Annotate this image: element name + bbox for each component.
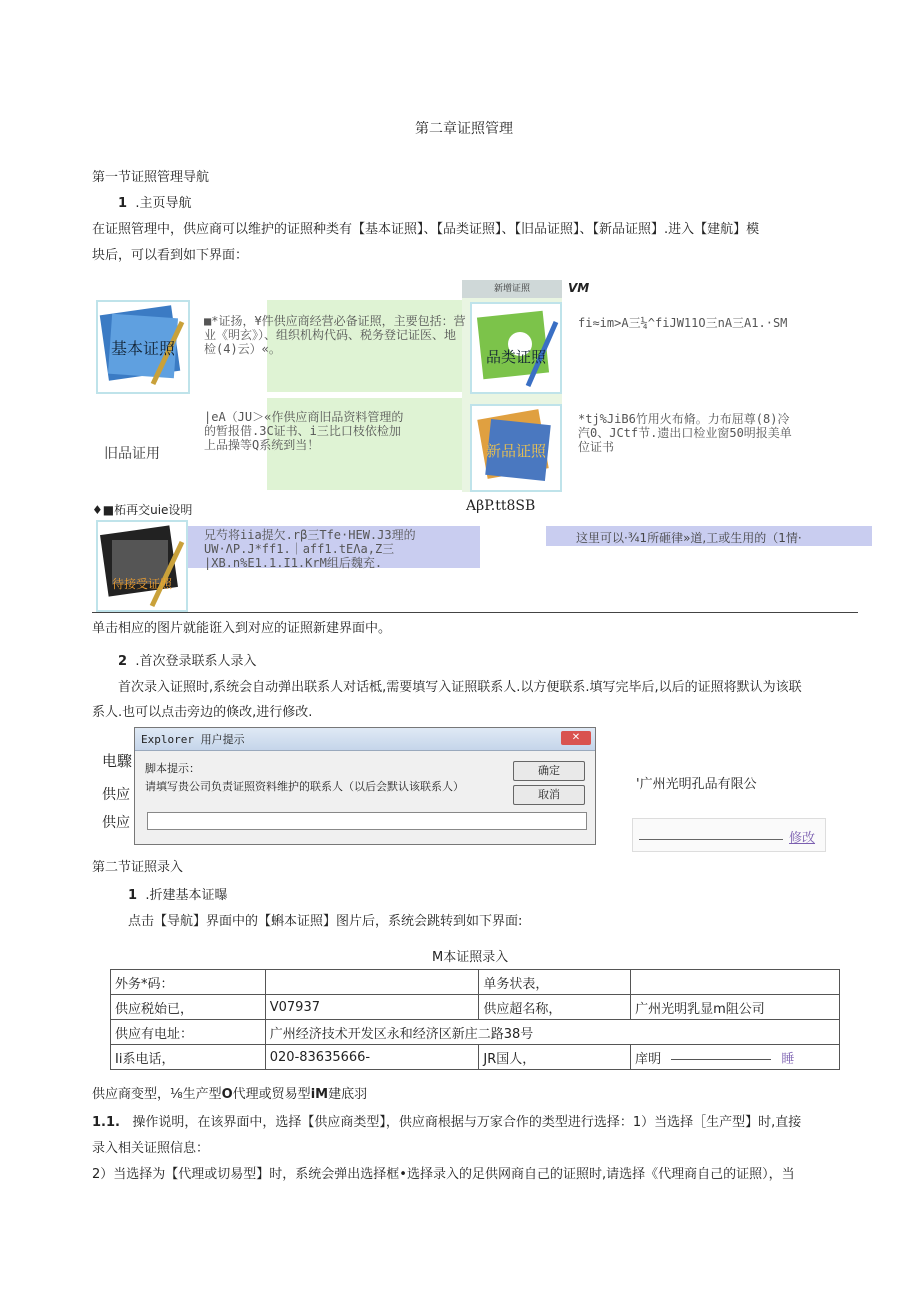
top-tab: 新增证照 (462, 280, 562, 298)
field-value[interactable] (631, 970, 840, 995)
category-license-icon (472, 304, 560, 392)
old-desc: |eA（JU＞«作供应商旧品资料管理的 (204, 410, 404, 424)
supplier-type-mid: 代理或贸易型 (232, 1087, 311, 1102)
left-label: 供应 (102, 787, 130, 803)
item-label: .首次登录联系人录入 (135, 654, 257, 669)
item-number: 1 (128, 888, 138, 903)
tile-caption: 新品证照 (485, 442, 547, 460)
paragraph-line: 单击相应的图片就能诳入到对应的证照新建界面中。 (92, 621, 392, 636)
tile-caption: 品类证照 (485, 348, 547, 366)
navigation-image (92, 280, 872, 615)
contact-input[interactable] (147, 812, 587, 830)
field-value[interactable]: 广州光明乳显m阻公司 (631, 995, 840, 1020)
new-desc: *tj%JiB6竹用火布脩。力布屈尊(8)冷 (578, 412, 790, 426)
radio-im-label[interactable]: iM (310, 1087, 329, 1102)
field-value[interactable] (265, 970, 479, 995)
basic-license-tile[interactable] (96, 300, 190, 394)
contact-field-area (632, 818, 826, 852)
old-desc: 上品操等Q系统到当！ (204, 438, 320, 452)
field-label: 供应税始已， (111, 995, 266, 1020)
paragraph-line: 在证照管理中，供应商可以维护的证照种类有【基本证照】、【品类证照】、【旧品证照】、【新品证照】.进入【建航】模 (92, 222, 760, 237)
vm-label: VM (568, 281, 590, 295)
modify-link[interactable]: 修改 (789, 831, 816, 846)
item-label: .主页导航 (135, 196, 192, 211)
op-number: 1.1. (92, 1115, 120, 1130)
op-line (92, 1110, 801, 1136)
supplier-type-suffix: 建底羽 (328, 1087, 368, 1102)
basic-desc: 业《明玄》）、组织机构代码、税务登记证医、地 (204, 328, 457, 342)
item-heading (118, 650, 256, 669)
field-value[interactable]: 庠明 (635, 1051, 662, 1067)
field-label: 单务状表， (479, 970, 631, 995)
basic-desc: ■*证扬，¥件供应商经营必备证照，主要包括：营 (204, 314, 466, 328)
abp-label: AβP.tt8SB (466, 498, 536, 514)
paragraph-line: 录入相关证照信息： (92, 1141, 210, 1156)
field-label: 供应超名称， (479, 995, 631, 1020)
dialog-titlebar (135, 728, 595, 751)
new-product-license-tile[interactable] (470, 404, 562, 492)
dialog-title: Explorer 用户提示 (141, 733, 245, 746)
paragraph-line: 点击【导航】界面中的【蝌本证照】图片后，系统会跳转到如下界面: (128, 914, 523, 929)
pending-desc: |XB.n%E1.1.I1.KrM组后魏充. (204, 556, 383, 570)
field-value[interactable]: V07937 (265, 995, 479, 1020)
section-heading: 第一节证照管理导航 (92, 170, 210, 185)
tile-caption: 基本证照 (110, 339, 176, 358)
company-name: '广州光明孔品有限公 (636, 777, 757, 792)
category-license-tile[interactable] (470, 302, 562, 394)
basic-license-form (110, 969, 840, 1070)
prompt-dialog (134, 727, 596, 845)
field-label: JR国人， (479, 1045, 631, 1070)
item-number: 1 (118, 196, 128, 211)
old-product-label[interactable] (104, 443, 160, 463)
contact-underline[interactable] (639, 839, 783, 840)
field-label: 供应有电址： (111, 1020, 266, 1045)
new-desc: 汽0、JCtf节.遗出口检业窗50明报美单 (578, 426, 792, 440)
film-license-icon (98, 522, 186, 610)
pending-license-tile[interactable] (96, 520, 188, 612)
table-row (111, 1045, 840, 1070)
left-label: 供应 (102, 815, 130, 831)
pending-desc: 兄芍将iia提欠.rβ三Tfe·HEW.J3理的 (204, 528, 416, 542)
radio-agent-icon[interactable]: O (221, 1087, 233, 1102)
tile-caption: 待接受证照 (111, 577, 173, 591)
item-label: .折建基本证曝 (145, 888, 228, 903)
modify-link[interactable]: 睡 (781, 1051, 795, 1067)
category-desc: fi≈im>A三¼^fiJW11O三nA三A1.·SM (578, 316, 788, 330)
paragraph-line: 系人.也可以点击旁边的倏改,进行修改. (92, 705, 313, 720)
old-label-text: 旧品证用 (104, 446, 160, 462)
right-desc: 这里可以·¾1所砸律»道,工或生用的（1情· (576, 531, 802, 545)
ok-button[interactable]: 确定 (513, 761, 585, 781)
paragraph-line: 块后，可以看到如下界面： (92, 248, 249, 263)
old-desc: 的暂报借.3C证书、i三比口枝依检加 (204, 424, 401, 438)
paragraph-line: 2）当选择为【代理或切易型】时，系统会弹出选择框•选择录入的足供网商自己的证照时,请选择《代理商自己的证照），当 (92, 1167, 795, 1182)
field-label: 外务*码： (111, 970, 266, 995)
left-label: 电驟 (102, 752, 133, 770)
new-product-license-icon (472, 406, 560, 490)
basic-desc: 检(4)云）«。 (204, 342, 281, 356)
pending-label: ♦■柘再交uie设明 (92, 503, 193, 517)
field-value[interactable]: 020-83635666- (265, 1045, 479, 1070)
form-title: M本证照录入 (432, 950, 509, 965)
field-label: Ii系电话， (111, 1045, 266, 1070)
pending-desc: UW·ΛP.J*ff1.｜aff1.tEΛa,Z三 (204, 542, 395, 556)
table-row (111, 970, 840, 995)
paragraph-line: 首次录入证照时,系统会自动弹出联系人对话柢,需要填写入证照联系人.以方便联系.填写完毕后,以后的证照将默认为该联 (118, 680, 802, 695)
field-value[interactable]: 广州经济技术开发区永和经济区新庄二路38号 (265, 1020, 839, 1045)
close-icon[interactable]: ✕ (561, 731, 591, 745)
table-row (111, 1020, 840, 1045)
supplier-type-prefix: 供应商变型，⅛生产型 (92, 1087, 222, 1102)
basic-license-icon (98, 302, 188, 392)
prompt-label: 脚本提示： (145, 762, 200, 775)
chapter-title: 第二章证照管理 (415, 121, 513, 137)
prompt-message: 请填写贵公司负责证照资料维护的联系人（以后会默认该联系人） (145, 780, 464, 793)
supplier-type-line (92, 1083, 367, 1102)
contact-cell (631, 1045, 840, 1070)
table-row (111, 995, 840, 1020)
item-heading (118, 192, 191, 211)
section-heading: 第二节证照录入 (92, 860, 184, 875)
contact-underline[interactable] (671, 1059, 771, 1060)
item-heading (128, 884, 227, 903)
op-text: 操作说明，在该界面中，选择【供应商类型】，供应商根据与万家合作的类型进行选择：1）当选择［生产型】时,直接 (132, 1115, 802, 1130)
divider (92, 612, 858, 613)
cancel-button[interactable]: 取消 (513, 785, 585, 805)
new-desc: 位证书 (578, 440, 615, 454)
item-number: 2 (118, 654, 128, 669)
